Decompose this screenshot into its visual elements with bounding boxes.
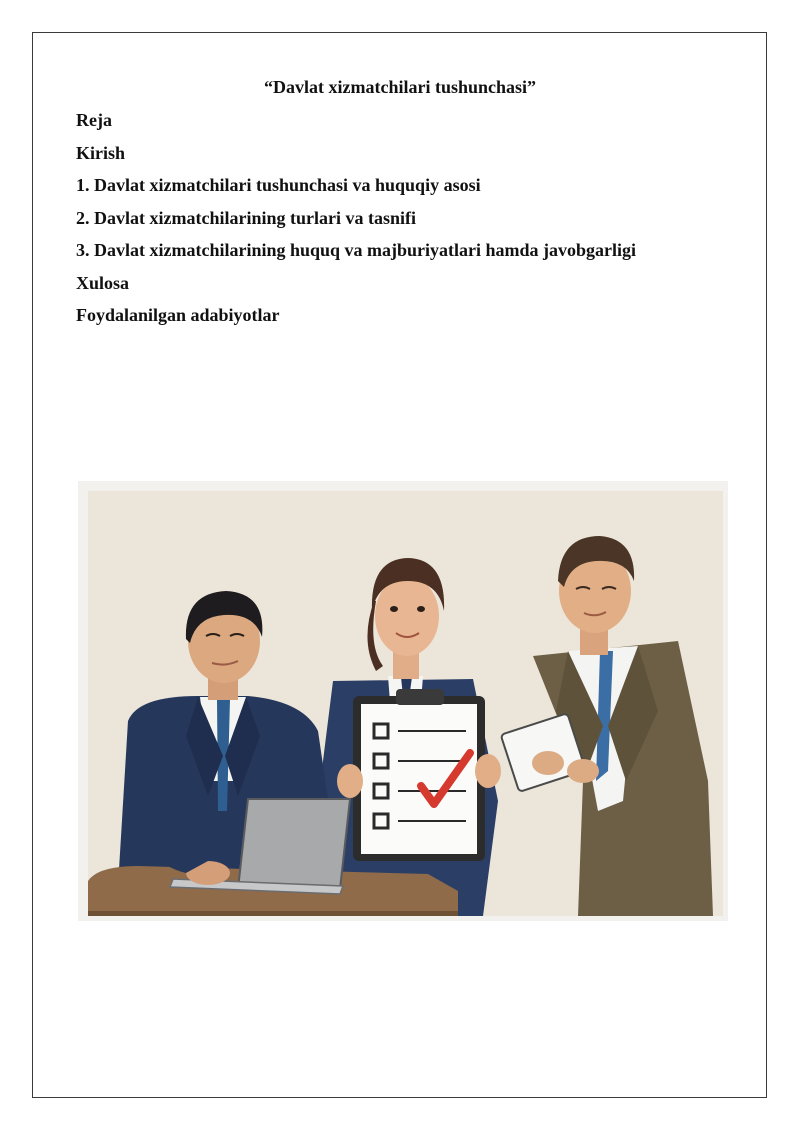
plan-item-introduction: Kirish: [76, 142, 126, 163]
plan-item-3: 3. Davlat xizmatchilarining huquq va majburiyatlari hamda javobgarligi: [76, 240, 637, 260]
checklist-clipboard: [353, 689, 485, 861]
plan-heading: Reja: [76, 110, 112, 130]
plan-item-1: 1. Davlat xizmatchilari tushunchasi va huquqiy asosi: [76, 175, 481, 195]
plan-item-conclusion: Xulosa: [76, 272, 130, 293]
document-title: “Davlat xizmatchilari tushunchasi”: [263, 77, 536, 97]
civil-servants-illustration: [78, 481, 728, 921]
plan-item-2: 2. Davlat xizmatchilarining turlari va tasnifi: [76, 207, 416, 228]
plan-item-references: Foydalanilgan adabiyotlar: [76, 305, 280, 325]
plan-list: [76, 108, 636, 336]
